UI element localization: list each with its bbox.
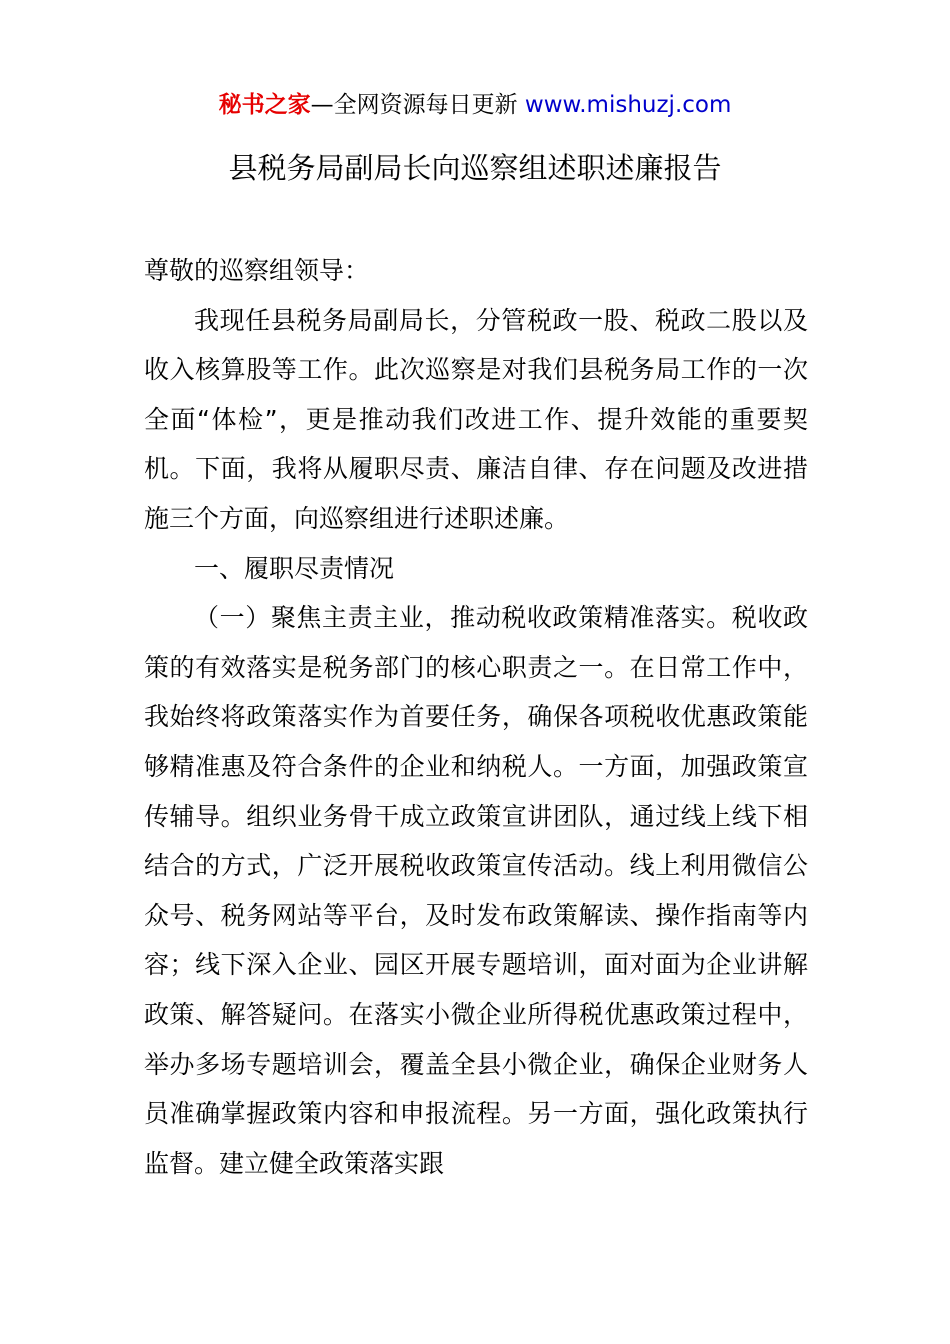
paragraph-section-1: （一）聚焦主责主业，推动税收政策精准落实。税收政策的有效落实是税务部门的核心职责之一。在日常工作中，我始终将政策落实作为首要任务，确保各项税收优惠政策能够精准惠及符合条件的企业和纳税人。一方面，加强政策宣传辅导。组织业务骨干成立政策宣讲团队，通过线上线下相结合的方式，广泛开展税收政策宣传活动。线上利用微信公众号、税务网站等平台，及时发布政策解读、操作指南等内容；线下深入企业、园区开展专题培训，面对面为企业讲解政策、解答疑问。在落实小微企业所得税优惠政策过程中，举办多场专题培训会，覆盖全县小微企业，确保企业财务人员准确掌握政策内容和申报流程。另一方面，强化政策执行监督。建立健全政策落实跟 xyxy=(144,603,808,1178)
site-url-link[interactable]: www.mishuzj.com xyxy=(524,92,732,118)
brand-name: 秘书之家 xyxy=(218,92,311,118)
document-title: 县税务局副局长向巡察组述职述廉报告 xyxy=(228,151,722,185)
site-header xyxy=(0,86,950,124)
section-heading: 一、履职尽责情况 xyxy=(194,553,395,583)
salutation: 尊敬的巡察组领导： xyxy=(144,256,370,285)
paragraph-intro: 我现任县税务局副局长，分管税政一股、税政二股以及收入核算股等工作。此次巡察是对我们县税务局工作的一次全面“体检”，更是推动我们改进工作、提升效能的重要契机。下面，我将从履职尽责、廉洁自律、存在问题及改进措施三个方面，向巡察组进行述职述廉。 xyxy=(144,305,808,533)
document-body xyxy=(144,246,808,1188)
header-tagline: —全网资源每日更新 xyxy=(310,92,518,118)
